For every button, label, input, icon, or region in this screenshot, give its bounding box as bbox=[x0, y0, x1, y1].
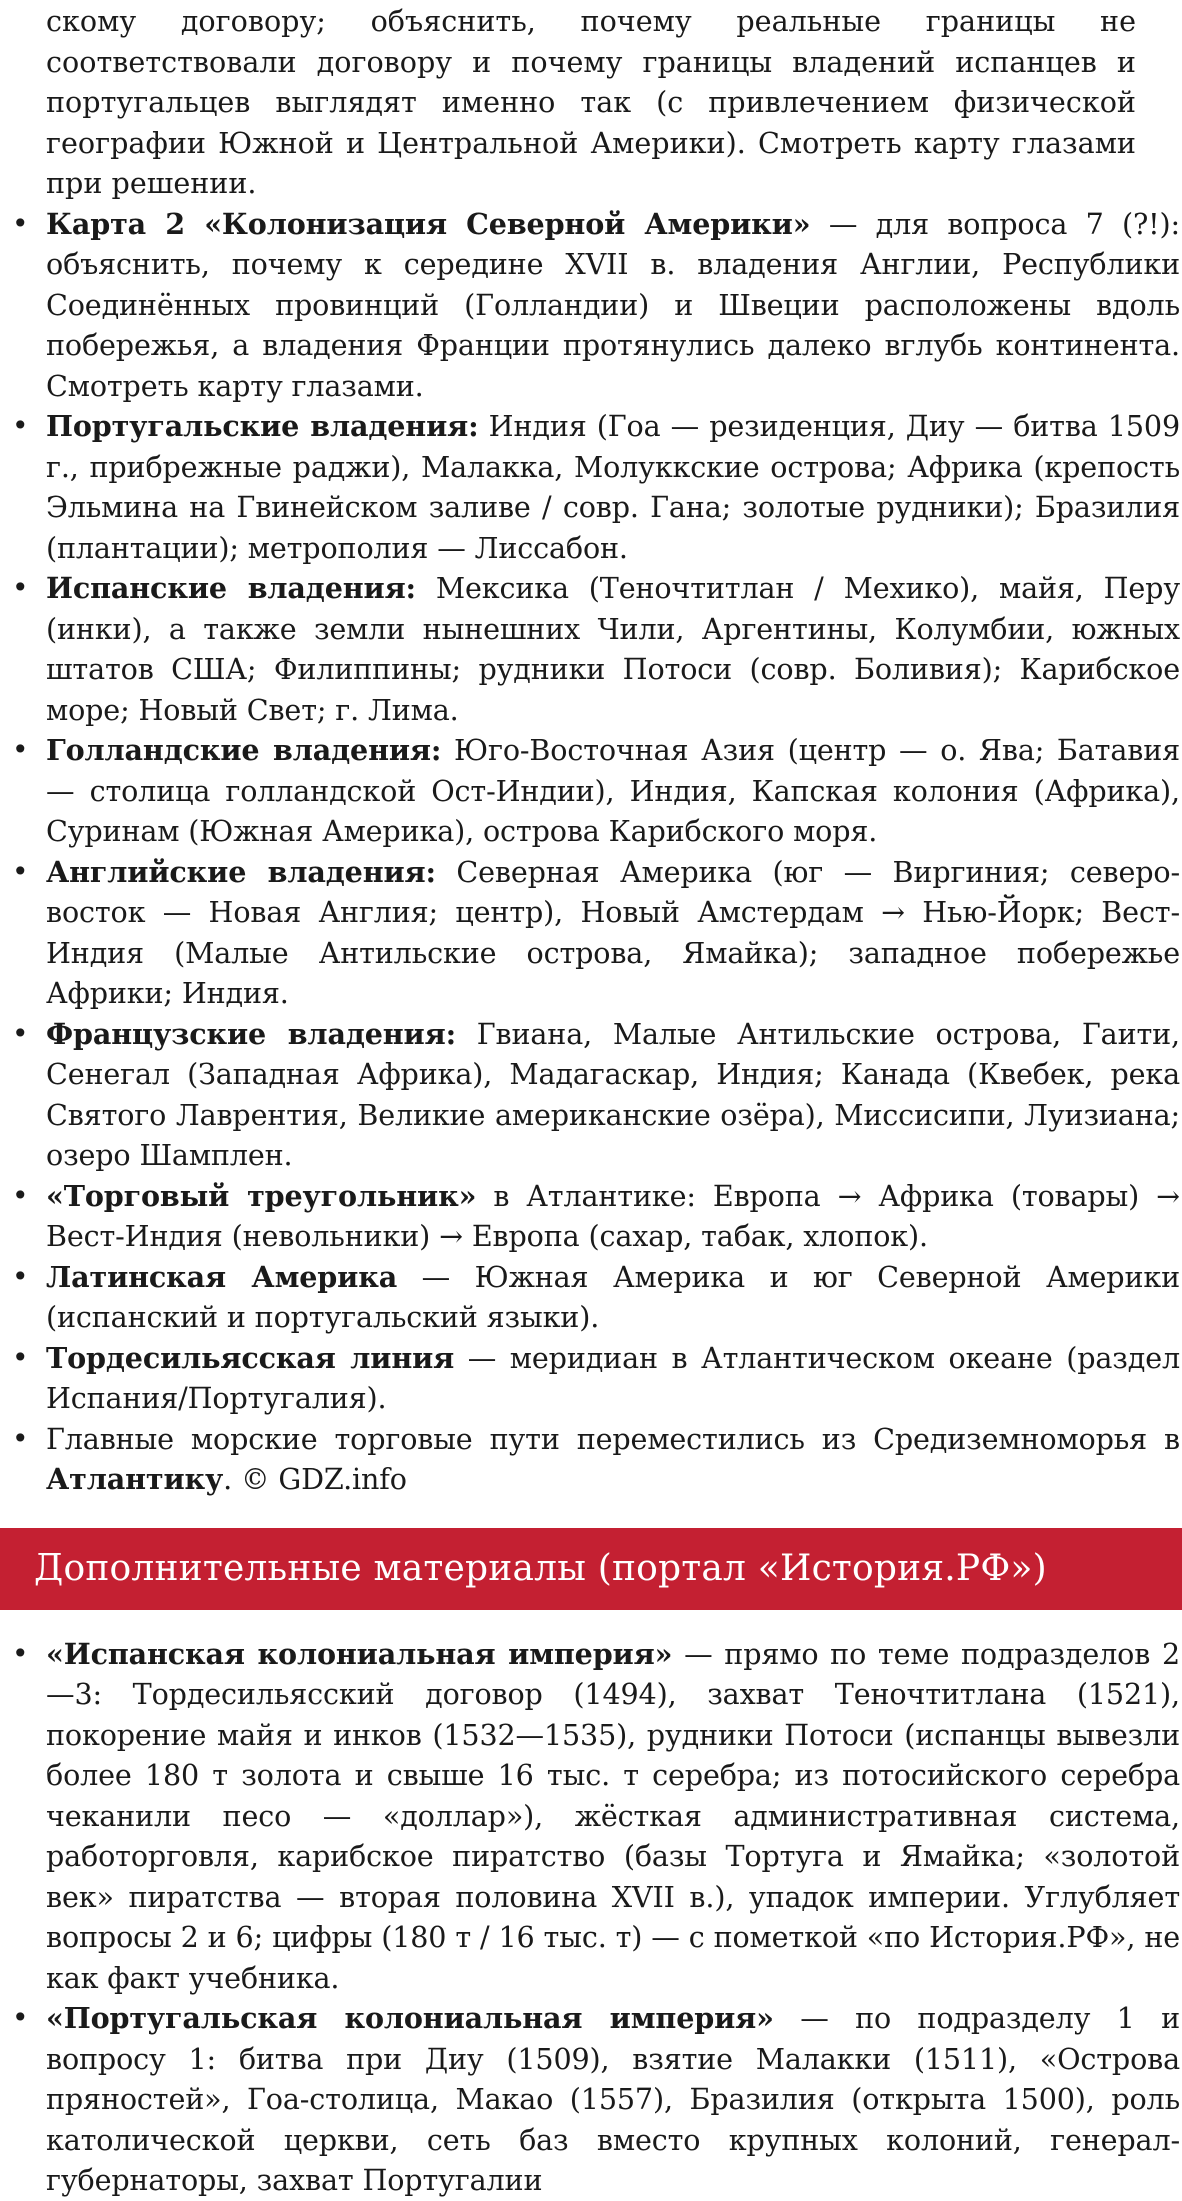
bullet-icon: • bbox=[12, 1016, 29, 1050]
list-item bbox=[0, 204, 1182, 407]
item-text: Гвиана, Малые Антильские острова, Гаити, Сенегал (Западная Африка), Мадагаскар, Индия; Канада (Квебек, река Святого Лаврентия, Великие американские озёра), Миссисипи, Луизиана; озеро Шамплен. bbox=[46, 1016, 1180, 1172]
extra-bullet-list bbox=[0, 1634, 1182, 2201]
item-title: Английские владения: bbox=[46, 854, 436, 889]
item-text: — прямо по теме подразделов 2—3: Тордесильясский договор (1494), захват Теночтитлана (1521), покорение майя и инков (1532—1535), рудники Потоси (испанцы вывезли более 180 т золота и свыше 16 тыс. т серебра; из потосийского серебра чеканили песо — «доллар»), жёсткая административная система, работорговля, карибское пиратство (базы Тортуга и Ямайка; «золотой век» пиратства — вторая половина XVII в.), упадок империи. Углубляет вопросы 2 и 6; цифры (180 т / 16 тыс. т) — с пометкой «по История.РФ», не как факт учебника. bbox=[46, 1636, 1180, 1995]
item-title: Испанские владения: bbox=[46, 571, 416, 605]
bullet-icon: • bbox=[12, 206, 29, 240]
item-text: — меридиан в Атлантическом океане (раздел Испания/Португалия). bbox=[46, 1340, 1180, 1415]
list-item bbox=[0, 1634, 1182, 1999]
list-item bbox=[0, 1014, 1182, 1176]
item-text: Северная Америка (юг — Виргиния; северо-восток — Новая Англия; центр), Новый Амстердам → Нью-Йорк; Вест-Индия (Малые Антильские острова, Ямайка); западное побережье Африки; Индия. bbox=[46, 854, 1180, 1010]
item-text: Главные морские торговые пути переместились из Средиземноморья в bbox=[46, 1421, 1180, 1456]
bullet-icon: • bbox=[12, 409, 29, 442]
bullet-icon: • bbox=[12, 1421, 29, 1455]
item-text-end: . © GDZ.info bbox=[223, 1462, 407, 1496]
section-banner bbox=[0, 1528, 1182, 1610]
bullet-icon: • bbox=[12, 1340, 29, 1374]
intro-paragraph: скому договору; объяснить, почему реальные границы не соответствовали договору и почему границы владений испанцев и португальцев выглядят именно так (с привлечением физической географии Южной и Центральной Америки). Смотреть карту глазами при решении. bbox=[46, 4, 1136, 200]
item-title: Карта 2 «Колонизация Северной Америки» bbox=[46, 206, 811, 241]
item-title: «Испанская колониальная империя» bbox=[46, 1636, 673, 1671]
item-title: Голландские владения: bbox=[46, 733, 442, 767]
list-item bbox=[0, 406, 1182, 568]
bullet-icon: • bbox=[12, 854, 29, 888]
list-item bbox=[0, 1419, 1182, 1500]
item-text: — для вопроса 7 (?!): объяснить, почему к середине XVII в. владения Англии, Республики Соединённых провинций (Голландии) и Швеции расположены вдоль побережья, а владения Франции протянулись далеко вглубь континента. Смотреть карту глазами. bbox=[46, 206, 1180, 403]
item-title: «Португальская колониальная империя» bbox=[46, 2001, 774, 2035]
bullet-icon: • bbox=[12, 1178, 29, 1212]
item-title: Тордесильясская линия bbox=[46, 1340, 455, 1375]
item-text: в Атлантике: Европа → Африка (товары) → Вест-Индия (невольники) → Европа (сахар, табак, хлопок). bbox=[46, 1178, 1180, 1253]
list-item bbox=[0, 1998, 1182, 2201]
item-title: Французские владения: bbox=[46, 1016, 456, 1051]
bullet-icon: • bbox=[12, 1636, 29, 1670]
list-item bbox=[0, 852, 1182, 1014]
list-item bbox=[0, 1338, 1182, 1419]
item-text: — по подразделу 1 и вопросу 1: битва при Диу (1509), взятие Малакки (1511), «Острова пряностей», Гоа-столица, Макао (1557), Бразилия (открыта 1500), роль католической церкви, сеть баз вместо крупных колоний, генерал-губернаторы, захват Португалии bbox=[46, 2001, 1181, 2197]
bullet-icon: • bbox=[12, 1259, 29, 1293]
item-text: Мексика (Теночтитлан / Мехико), майя, Перу (инки), а также земли нынешних Чили, Аргентины, Колумбии, южных штатов США; Филиппины; рудники Потоси (совр. Боливия); Карибское море; Новый Свет; г. Лима. bbox=[46, 571, 1180, 727]
item-text: Индия (Гоа — резиденция, Диу — битва 1509 г., прибрежные раджи), Малакка, Молуккские острова; Африка (крепость Эльмина на Гвинейском заливе / совр. Гана; золотые рудники); Бразилия (плантации); метрополия — Лиссабон. bbox=[46, 409, 1181, 565]
list-item bbox=[0, 1257, 1182, 1338]
item-bold-term: Атлантику bbox=[46, 1462, 224, 1496]
item-title: Португальские владения: bbox=[46, 409, 479, 443]
bullet-icon: • bbox=[12, 733, 29, 766]
item-title: «Торговый треугольник» bbox=[46, 1178, 477, 1213]
item-title: Латинская Америка bbox=[46, 1259, 398, 1294]
bullet-icon: • bbox=[12, 2001, 29, 2034]
list-item bbox=[0, 1176, 1182, 1257]
item-text: — Южная Америка и юг Северной Америки (испанский и португальский языки). bbox=[46, 1259, 1180, 1334]
banner-title: Дополнительные материалы (портал «История.РФ») bbox=[34, 1548, 1047, 1589]
list-item bbox=[0, 730, 1182, 852]
list-item bbox=[0, 568, 1182, 730]
bullet-list bbox=[0, 204, 1182, 1500]
item-text: Юго-Восточная Азия (центр — о. Ява; Батавия — столица голландской Ост-Индии), Индия, Капская колония (Африка), Суринам (Южная Америка), острова Карибского моря. bbox=[46, 733, 1180, 848]
bullet-icon: • bbox=[12, 571, 29, 604]
